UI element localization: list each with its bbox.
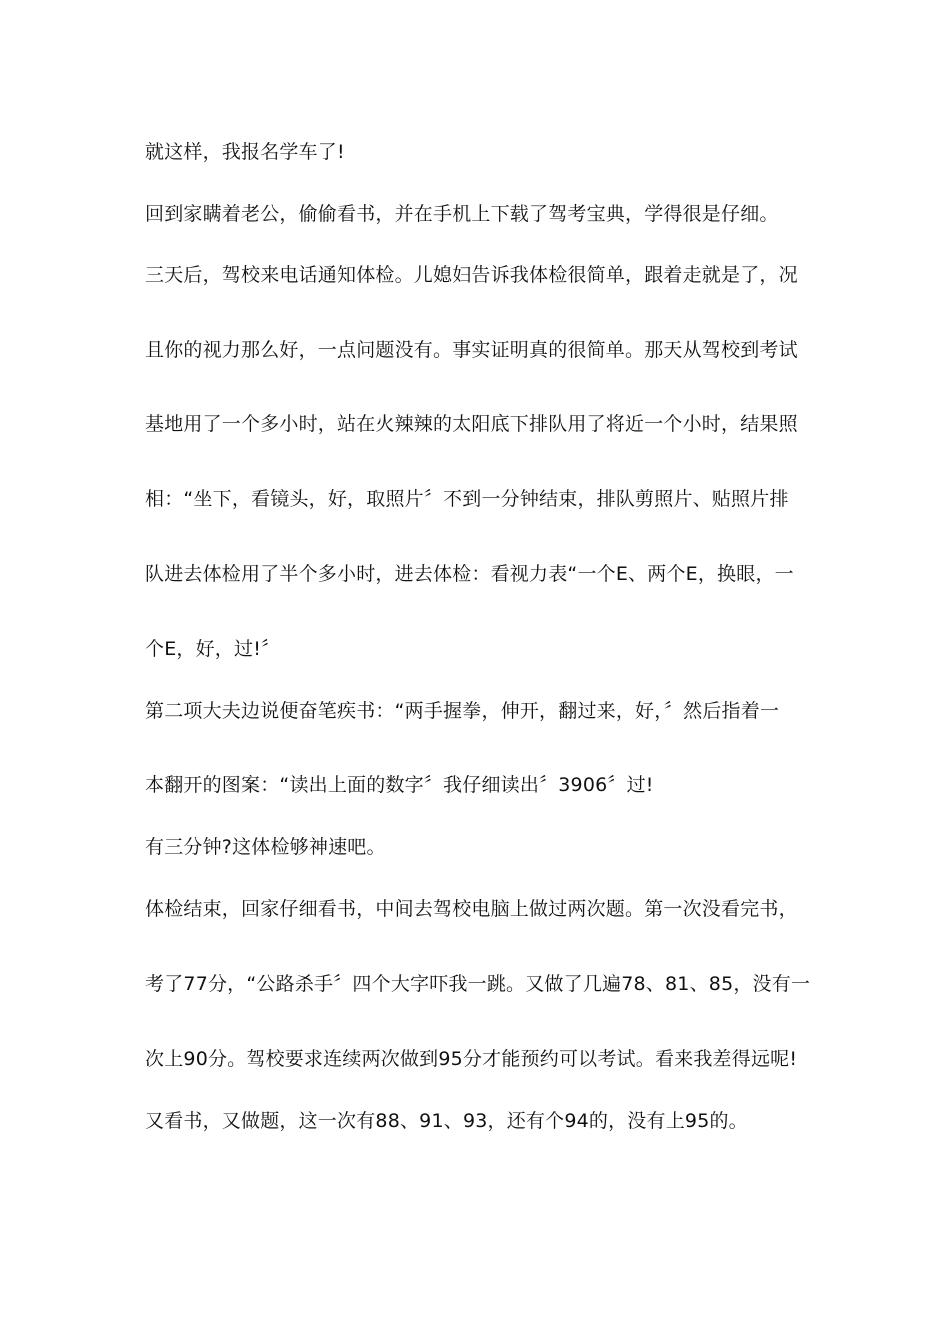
paragraph-line: 考了77分，“公路杀手〞四个大字吓我一跳。又做了几遍78、81、85，没有一 xyxy=(145,973,811,995)
paragraph-line: 队进去体检用了半个多小时，进去体检：看视力表“一个E、两个E，换眼，一 xyxy=(145,563,794,585)
paragraph-line: 本翻开的图案：“读出上面的数字〞我仔细读出〞3906〞过! xyxy=(145,774,654,796)
paragraph-line: 个E，好，过!〞 xyxy=(145,638,281,660)
paragraph-line: 相：“坐下，看镜头，好，取照片〞不到一分钟结束，排队剪照片、贴照片排 xyxy=(145,488,789,510)
paragraph-line: 就这样，我报名学车了! xyxy=(145,141,345,163)
paragraph-line: 第二项大夫边说便奋笔疾书：“两手握拳，伸开，翻过来，好，〞然后指着一 xyxy=(145,700,780,722)
paragraph-line: 体检结束，回家仔细看书，中间去驾校电脑上做过两次题。第一次没看完书， xyxy=(145,898,798,920)
paragraph-line: 且你的视力那么好，一点问题没有。事实证明真的很简单。那天从驾校到考试 xyxy=(145,339,798,361)
paragraph-line: 次上90分。驾校要求连续两次做到95分才能预约可以考试。看来我差得远呢! xyxy=(145,1048,798,1070)
paragraph-line: 有三分钟?这体检够神速吧。 xyxy=(145,836,386,858)
paragraph-line: 又看书，又做题，这一次有88、91、93，还有个94的，没有上95的。 xyxy=(145,1110,748,1132)
paragraph-line: 基地用了一个多小时，站在火辣辣的太阳底下排队用了将近一个小时，结果照 xyxy=(145,413,798,435)
paragraph-line: 三天后，驾校来电话通知体检。儿媳妇告诉我体检很简单，跟着走就是了，况 xyxy=(145,264,798,286)
paragraph-line: 回到家瞒着老公，偷偷看书，并在手机上下载了驾考宝典，学得很是仔细。 xyxy=(145,203,779,225)
